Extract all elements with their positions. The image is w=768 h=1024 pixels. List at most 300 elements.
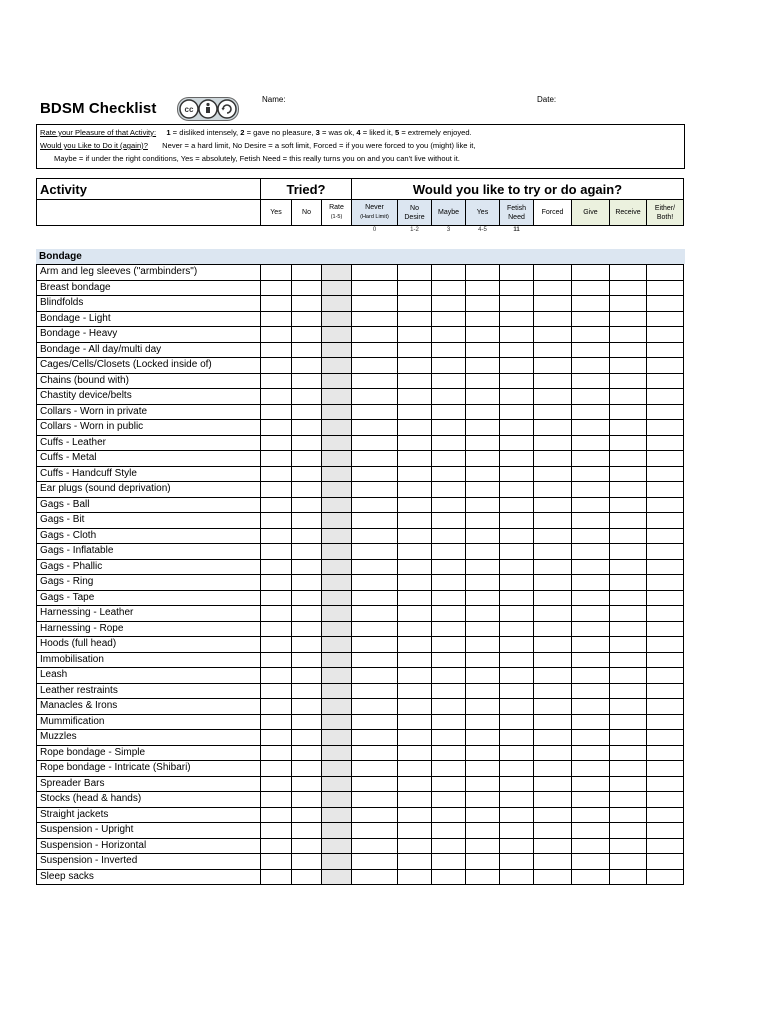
cell-yes[interactable]	[261, 327, 292, 343]
cell-forced[interactable]	[534, 311, 572, 327]
cell-yes[interactable]	[261, 435, 292, 451]
cell-forced[interactable]	[534, 280, 572, 296]
cell-maybe[interactable]	[432, 745, 466, 761]
cell-no-desire[interactable]	[398, 482, 432, 498]
cell-no[interactable]	[292, 420, 322, 436]
cell-either-both[interactable]	[647, 621, 684, 637]
cell-no[interactable]	[292, 358, 322, 374]
cell-rate[interactable]	[322, 497, 352, 513]
cell-never[interactable]	[352, 714, 398, 730]
cell-yes-again[interactable]	[466, 311, 500, 327]
cell-no[interactable]	[292, 668, 322, 684]
cell-either-both[interactable]	[647, 652, 684, 668]
cell-forced[interactable]	[534, 327, 572, 343]
cell-yes[interactable]	[261, 497, 292, 513]
cell-forced[interactable]	[534, 497, 572, 513]
cell-no[interactable]	[292, 497, 322, 513]
cell-forced[interactable]	[534, 838, 572, 854]
cell-yes[interactable]	[261, 342, 292, 358]
cell-maybe[interactable]	[432, 482, 466, 498]
cell-give[interactable]	[572, 296, 610, 312]
cell-yes-again[interactable]	[466, 714, 500, 730]
cell-either-both[interactable]	[647, 528, 684, 544]
cell-never[interactable]	[352, 435, 398, 451]
cell-receive[interactable]	[610, 745, 647, 761]
cell-fetish-need[interactable]	[500, 606, 534, 622]
cell-yes[interactable]	[261, 389, 292, 405]
cell-rate[interactable]	[322, 451, 352, 467]
cell-no-desire[interactable]	[398, 823, 432, 839]
cell-no[interactable]	[292, 699, 322, 715]
cell-fetish-need[interactable]	[500, 792, 534, 808]
cell-forced[interactable]	[534, 745, 572, 761]
cell-no-desire[interactable]	[398, 373, 432, 389]
cell-no[interactable]	[292, 544, 322, 560]
cell-no[interactable]	[292, 869, 322, 885]
cell-maybe[interactable]	[432, 699, 466, 715]
cell-never[interactable]	[352, 482, 398, 498]
cell-yes-again[interactable]	[466, 621, 500, 637]
cell-never[interactable]	[352, 544, 398, 560]
cell-never[interactable]	[352, 838, 398, 854]
cell-never[interactable]	[352, 466, 398, 482]
cell-yes[interactable]	[261, 807, 292, 823]
cell-give[interactable]	[572, 869, 610, 885]
cell-no-desire[interactable]	[398, 265, 432, 281]
cell-rate[interactable]	[322, 823, 352, 839]
cell-no-desire[interactable]	[398, 435, 432, 451]
cell-yes[interactable]	[261, 652, 292, 668]
cell-fetish-need[interactable]	[500, 280, 534, 296]
cell-no-desire[interactable]	[398, 497, 432, 513]
cell-maybe[interactable]	[432, 342, 466, 358]
cell-fetish-need[interactable]	[500, 389, 534, 405]
cell-maybe[interactable]	[432, 776, 466, 792]
cell-yes-again[interactable]	[466, 823, 500, 839]
cell-forced[interactable]	[534, 807, 572, 823]
cell-never[interactable]	[352, 311, 398, 327]
cell-never[interactable]	[352, 668, 398, 684]
cell-no-desire[interactable]	[398, 466, 432, 482]
cell-either-both[interactable]	[647, 280, 684, 296]
cell-fetish-need[interactable]	[500, 699, 534, 715]
cell-receive[interactable]	[610, 311, 647, 327]
cell-either-both[interactable]	[647, 451, 684, 467]
cell-forced[interactable]	[534, 637, 572, 653]
cell-no-desire[interactable]	[398, 652, 432, 668]
cell-no[interactable]	[292, 311, 322, 327]
cell-fetish-need[interactable]	[500, 652, 534, 668]
cell-yes-again[interactable]	[466, 776, 500, 792]
cell-yes[interactable]	[261, 792, 292, 808]
cell-give[interactable]	[572, 637, 610, 653]
cell-maybe[interactable]	[432, 513, 466, 529]
cell-never[interactable]	[352, 823, 398, 839]
cell-maybe[interactable]	[432, 373, 466, 389]
cell-maybe[interactable]	[432, 280, 466, 296]
cell-receive[interactable]	[610, 482, 647, 498]
cell-either-both[interactable]	[647, 435, 684, 451]
cell-rate[interactable]	[322, 311, 352, 327]
cell-receive[interactable]	[610, 699, 647, 715]
cell-no-desire[interactable]	[398, 730, 432, 746]
cell-no[interactable]	[292, 265, 322, 281]
cell-give[interactable]	[572, 590, 610, 606]
cell-rate[interactable]	[322, 714, 352, 730]
cell-rate[interactable]	[322, 327, 352, 343]
cell-give[interactable]	[572, 327, 610, 343]
cell-give[interactable]	[572, 373, 610, 389]
cell-either-both[interactable]	[647, 699, 684, 715]
cell-either-both[interactable]	[647, 668, 684, 684]
cell-give[interactable]	[572, 606, 610, 622]
cell-no[interactable]	[292, 745, 322, 761]
cell-yes-again[interactable]	[466, 590, 500, 606]
cell-forced[interactable]	[534, 513, 572, 529]
cell-forced[interactable]	[534, 404, 572, 420]
cell-no[interactable]	[292, 621, 322, 637]
cell-yes[interactable]	[261, 854, 292, 870]
cell-yes-again[interactable]	[466, 683, 500, 699]
cell-yes[interactable]	[261, 528, 292, 544]
cell-never[interactable]	[352, 404, 398, 420]
cell-maybe[interactable]	[432, 761, 466, 777]
cell-no-desire[interactable]	[398, 854, 432, 870]
cell-yes[interactable]	[261, 311, 292, 327]
cell-either-both[interactable]	[647, 869, 684, 885]
cell-yes[interactable]	[261, 466, 292, 482]
cell-never[interactable]	[352, 807, 398, 823]
cell-no[interactable]	[292, 404, 322, 420]
cell-receive[interactable]	[610, 761, 647, 777]
cell-no-desire[interactable]	[398, 559, 432, 575]
cell-maybe[interactable]	[432, 714, 466, 730]
cell-yes-again[interactable]	[466, 637, 500, 653]
cell-either-both[interactable]	[647, 590, 684, 606]
cell-never[interactable]	[352, 265, 398, 281]
cell-receive[interactable]	[610, 869, 647, 885]
cell-yes[interactable]	[261, 265, 292, 281]
cell-fetish-need[interactable]	[500, 342, 534, 358]
cell-rate[interactable]	[322, 296, 352, 312]
cell-rate[interactable]	[322, 683, 352, 699]
cell-yes-again[interactable]	[466, 869, 500, 885]
cell-give[interactable]	[572, 559, 610, 575]
cell-forced[interactable]	[534, 668, 572, 684]
cell-never[interactable]	[352, 513, 398, 529]
cell-receive[interactable]	[610, 652, 647, 668]
cell-either-both[interactable]	[647, 714, 684, 730]
cell-rate[interactable]	[322, 482, 352, 498]
cell-maybe[interactable]	[432, 327, 466, 343]
cell-maybe[interactable]	[432, 807, 466, 823]
cell-either-both[interactable]	[647, 730, 684, 746]
cell-forced[interactable]	[534, 358, 572, 374]
cell-give[interactable]	[572, 745, 610, 761]
cell-give[interactable]	[572, 404, 610, 420]
cell-either-both[interactable]	[647, 575, 684, 591]
cell-never[interactable]	[352, 575, 398, 591]
cell-rate[interactable]	[322, 435, 352, 451]
cell-forced[interactable]	[534, 296, 572, 312]
cell-maybe[interactable]	[432, 730, 466, 746]
cell-rate[interactable]	[322, 420, 352, 436]
cell-maybe[interactable]	[432, 265, 466, 281]
cell-maybe[interactable]	[432, 652, 466, 668]
cell-receive[interactable]	[610, 513, 647, 529]
cell-never[interactable]	[352, 358, 398, 374]
cell-rate[interactable]	[322, 652, 352, 668]
cell-yes[interactable]	[261, 606, 292, 622]
cell-no-desire[interactable]	[398, 528, 432, 544]
cell-fetish-need[interactable]	[500, 761, 534, 777]
cell-rate[interactable]	[322, 404, 352, 420]
cell-no[interactable]	[292, 792, 322, 808]
cell-no[interactable]	[292, 776, 322, 792]
cell-no[interactable]	[292, 606, 322, 622]
cell-never[interactable]	[352, 792, 398, 808]
cell-yes-again[interactable]	[466, 435, 500, 451]
cell-no-desire[interactable]	[398, 389, 432, 405]
cell-rate[interactable]	[322, 761, 352, 777]
cell-rate[interactable]	[322, 668, 352, 684]
cell-no[interactable]	[292, 280, 322, 296]
cell-no-desire[interactable]	[398, 869, 432, 885]
cell-no-desire[interactable]	[398, 311, 432, 327]
cell-never[interactable]	[352, 730, 398, 746]
cell-maybe[interactable]	[432, 621, 466, 637]
cell-forced[interactable]	[534, 652, 572, 668]
cell-no-desire[interactable]	[398, 745, 432, 761]
cell-maybe[interactable]	[432, 544, 466, 560]
cell-maybe[interactable]	[432, 311, 466, 327]
cell-rate[interactable]	[322, 606, 352, 622]
cell-fetish-need[interactable]	[500, 637, 534, 653]
cell-maybe[interactable]	[432, 420, 466, 436]
cell-no-desire[interactable]	[398, 342, 432, 358]
cell-rate[interactable]	[322, 807, 352, 823]
cell-give[interactable]	[572, 838, 610, 854]
cell-give[interactable]	[572, 420, 610, 436]
cell-receive[interactable]	[610, 823, 647, 839]
cell-yes[interactable]	[261, 280, 292, 296]
cell-yes-again[interactable]	[466, 606, 500, 622]
cell-forced[interactable]	[534, 854, 572, 870]
cell-receive[interactable]	[610, 854, 647, 870]
cell-no-desire[interactable]	[398, 683, 432, 699]
cell-maybe[interactable]	[432, 358, 466, 374]
cell-never[interactable]	[352, 606, 398, 622]
cell-either-both[interactable]	[647, 792, 684, 808]
cell-give[interactable]	[572, 683, 610, 699]
cell-no[interactable]	[292, 559, 322, 575]
cell-no-desire[interactable]	[398, 358, 432, 374]
cell-yes-again[interactable]	[466, 730, 500, 746]
cell-receive[interactable]	[610, 420, 647, 436]
cell-yes-again[interactable]	[466, 761, 500, 777]
cell-maybe[interactable]	[432, 575, 466, 591]
cell-yes-again[interactable]	[466, 497, 500, 513]
cell-fetish-need[interactable]	[500, 730, 534, 746]
cell-never[interactable]	[352, 590, 398, 606]
cell-yes-again[interactable]	[466, 420, 500, 436]
cell-yes[interactable]	[261, 668, 292, 684]
cell-receive[interactable]	[610, 528, 647, 544]
cell-never[interactable]	[352, 761, 398, 777]
cell-fetish-need[interactable]	[500, 358, 534, 374]
cell-give[interactable]	[572, 854, 610, 870]
cell-receive[interactable]	[610, 730, 647, 746]
cell-yes-again[interactable]	[466, 807, 500, 823]
cell-forced[interactable]	[534, 528, 572, 544]
cell-no[interactable]	[292, 513, 322, 529]
cell-fetish-need[interactable]	[500, 435, 534, 451]
cell-either-both[interactable]	[647, 854, 684, 870]
cell-yes[interactable]	[261, 776, 292, 792]
cell-rate[interactable]	[322, 466, 352, 482]
cell-no[interactable]	[292, 342, 322, 358]
cell-never[interactable]	[352, 869, 398, 885]
cell-receive[interactable]	[610, 575, 647, 591]
cell-rate[interactable]	[322, 373, 352, 389]
cell-maybe[interactable]	[432, 792, 466, 808]
cell-forced[interactable]	[534, 683, 572, 699]
cell-receive[interactable]	[610, 714, 647, 730]
cell-receive[interactable]	[610, 590, 647, 606]
cell-give[interactable]	[572, 761, 610, 777]
cell-fetish-need[interactable]	[500, 869, 534, 885]
cell-no-desire[interactable]	[398, 668, 432, 684]
cell-maybe[interactable]	[432, 838, 466, 854]
cell-fetish-need[interactable]	[500, 838, 534, 854]
cell-yes[interactable]	[261, 544, 292, 560]
cell-receive[interactable]	[610, 807, 647, 823]
cell-receive[interactable]	[610, 606, 647, 622]
cell-no[interactable]	[292, 637, 322, 653]
cell-give[interactable]	[572, 621, 610, 637]
cell-either-both[interactable]	[647, 296, 684, 312]
cell-either-both[interactable]	[647, 466, 684, 482]
cell-rate[interactable]	[322, 358, 352, 374]
cell-either-both[interactable]	[647, 311, 684, 327]
cell-no[interactable]	[292, 730, 322, 746]
cell-rate[interactable]	[322, 528, 352, 544]
cell-fetish-need[interactable]	[500, 621, 534, 637]
cell-forced[interactable]	[534, 869, 572, 885]
cell-receive[interactable]	[610, 559, 647, 575]
cell-no[interactable]	[292, 466, 322, 482]
cell-fetish-need[interactable]	[500, 482, 534, 498]
cell-rate[interactable]	[322, 389, 352, 405]
cell-yes-again[interactable]	[466, 342, 500, 358]
cell-yes-again[interactable]	[466, 280, 500, 296]
cell-receive[interactable]	[610, 792, 647, 808]
cell-forced[interactable]	[534, 699, 572, 715]
cell-no-desire[interactable]	[398, 761, 432, 777]
cell-fetish-need[interactable]	[500, 528, 534, 544]
cell-never[interactable]	[352, 637, 398, 653]
cell-maybe[interactable]	[432, 637, 466, 653]
cell-give[interactable]	[572, 714, 610, 730]
cell-forced[interactable]	[534, 714, 572, 730]
cell-yes[interactable]	[261, 745, 292, 761]
cell-fetish-need[interactable]	[500, 404, 534, 420]
cell-yes[interactable]	[261, 513, 292, 529]
cell-fetish-need[interactable]	[500, 311, 534, 327]
cell-yes[interactable]	[261, 621, 292, 637]
cell-forced[interactable]	[534, 420, 572, 436]
cell-give[interactable]	[572, 342, 610, 358]
cell-either-both[interactable]	[647, 745, 684, 761]
cell-fetish-need[interactable]	[500, 668, 534, 684]
cell-yes-again[interactable]	[466, 296, 500, 312]
cell-give[interactable]	[572, 807, 610, 823]
cell-never[interactable]	[352, 652, 398, 668]
cell-yes[interactable]	[261, 730, 292, 746]
cell-either-both[interactable]	[647, 373, 684, 389]
cell-no[interactable]	[292, 838, 322, 854]
cell-yes-again[interactable]	[466, 389, 500, 405]
cell-receive[interactable]	[610, 668, 647, 684]
cell-rate[interactable]	[322, 559, 352, 575]
cell-give[interactable]	[572, 730, 610, 746]
cell-fetish-need[interactable]	[500, 807, 534, 823]
cell-no-desire[interactable]	[398, 575, 432, 591]
cell-give[interactable]	[572, 699, 610, 715]
cell-forced[interactable]	[534, 761, 572, 777]
cell-either-both[interactable]	[647, 358, 684, 374]
cell-maybe[interactable]	[432, 497, 466, 513]
cell-rate[interactable]	[322, 854, 352, 870]
cell-either-both[interactable]	[647, 420, 684, 436]
cell-no[interactable]	[292, 761, 322, 777]
cell-no-desire[interactable]	[398, 590, 432, 606]
cell-rate[interactable]	[322, 699, 352, 715]
cell-fetish-need[interactable]	[500, 451, 534, 467]
cell-no[interactable]	[292, 389, 322, 405]
cell-receive[interactable]	[610, 683, 647, 699]
cell-give[interactable]	[572, 575, 610, 591]
cell-never[interactable]	[352, 451, 398, 467]
cell-fetish-need[interactable]	[500, 544, 534, 560]
cell-yes-again[interactable]	[466, 668, 500, 684]
cell-receive[interactable]	[610, 265, 647, 281]
cell-no-desire[interactable]	[398, 513, 432, 529]
cell-yes-again[interactable]	[466, 838, 500, 854]
cell-maybe[interactable]	[432, 466, 466, 482]
cell-receive[interactable]	[610, 404, 647, 420]
cell-yes-again[interactable]	[466, 265, 500, 281]
cell-receive[interactable]	[610, 451, 647, 467]
cell-rate[interactable]	[322, 792, 352, 808]
cell-either-both[interactable]	[647, 838, 684, 854]
cell-either-both[interactable]	[647, 404, 684, 420]
cell-either-both[interactable]	[647, 559, 684, 575]
cell-maybe[interactable]	[432, 528, 466, 544]
cell-yes-again[interactable]	[466, 466, 500, 482]
cell-rate[interactable]	[322, 265, 352, 281]
cell-fetish-need[interactable]	[500, 683, 534, 699]
cell-yes[interactable]	[261, 699, 292, 715]
cell-yes[interactable]	[261, 404, 292, 420]
cell-maybe[interactable]	[432, 683, 466, 699]
cell-forced[interactable]	[534, 451, 572, 467]
cell-either-both[interactable]	[647, 637, 684, 653]
cell-rate[interactable]	[322, 730, 352, 746]
cell-give[interactable]	[572, 652, 610, 668]
cell-give[interactable]	[572, 528, 610, 544]
cell-yes-again[interactable]	[466, 358, 500, 374]
